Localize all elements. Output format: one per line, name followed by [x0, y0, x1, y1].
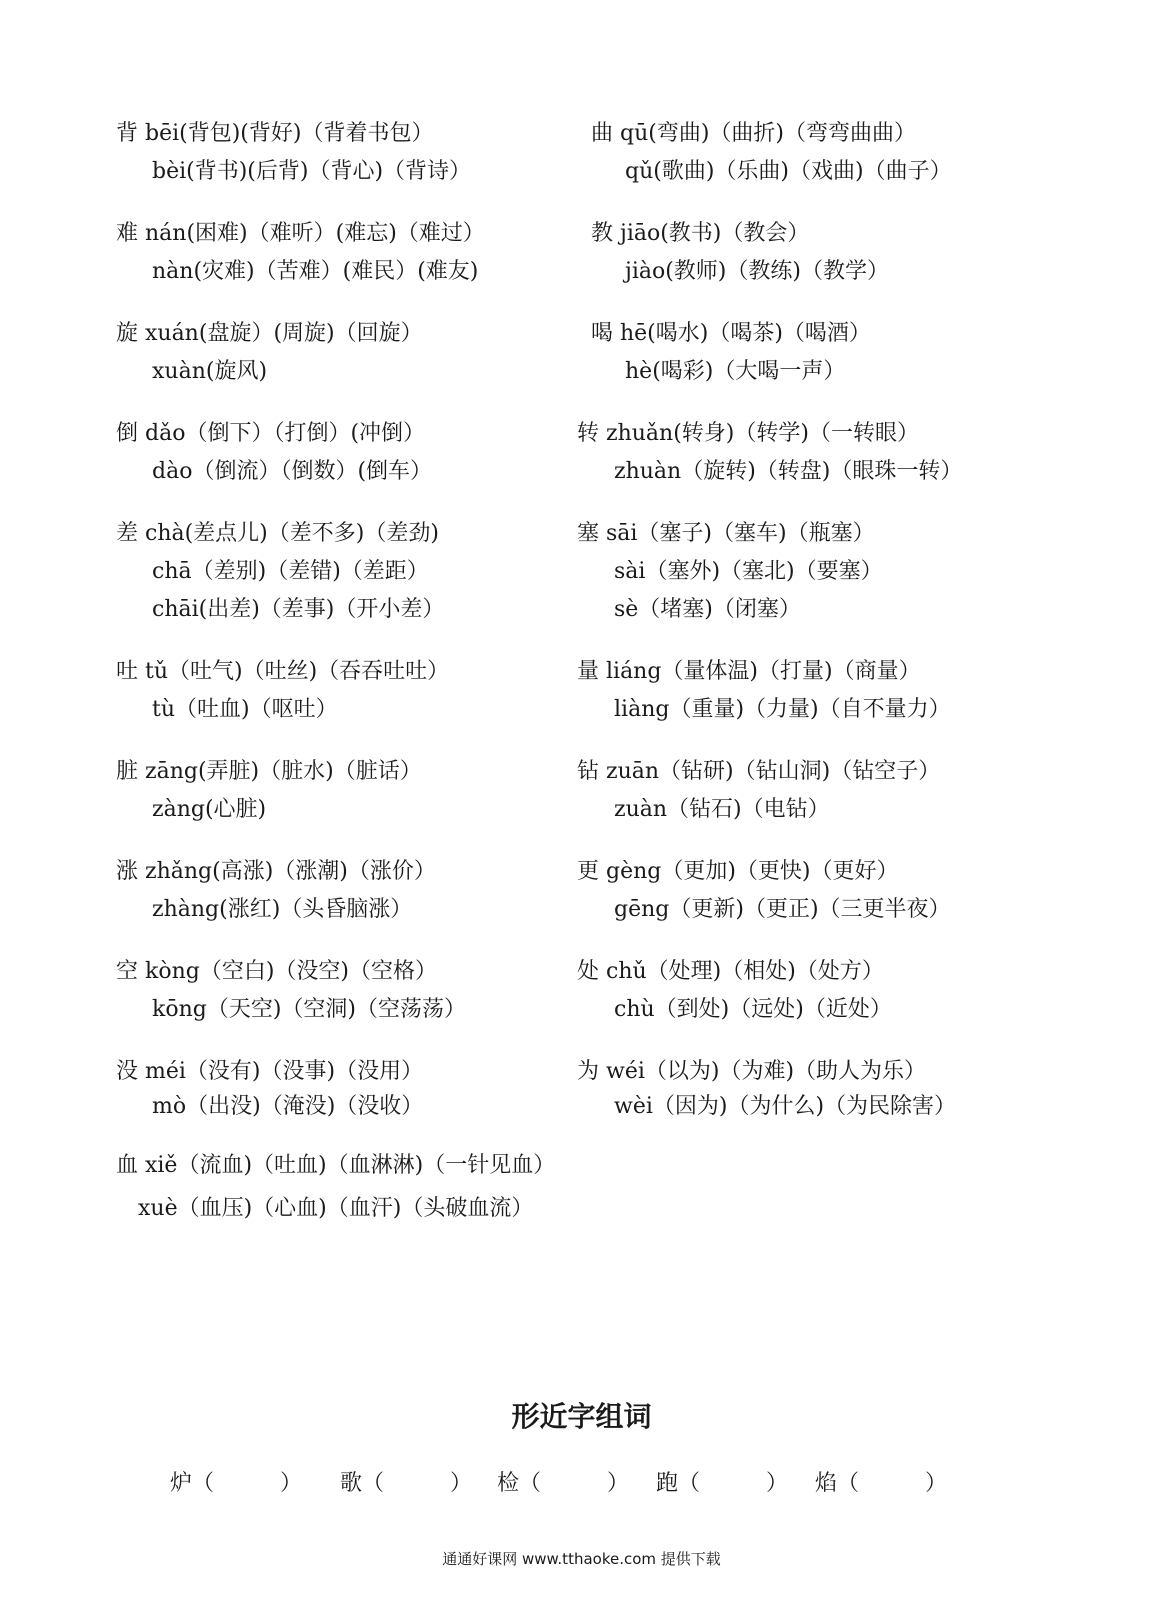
text-line: zàng(心脏)	[152, 797, 267, 822]
text-line: zhuàn（旋转)（转盘)（眼珠一转）	[614, 459, 963, 484]
text-line: 喝 hē(喝水)（喝茶)（喝酒）	[591, 321, 871, 346]
text-line: sài（塞外)（塞北)（要塞）	[614, 559, 883, 584]
text-line: chāi(出差)（差事)（开小差）	[152, 597, 445, 622]
text-line: dào（倒流）（倒数）(倒车）	[152, 459, 433, 484]
text-line: sè（堵塞)（闭塞）	[614, 597, 801, 622]
text-line: 吐 tǔ（吐气)（吐丝)（吞吞吐吐）	[116, 659, 450, 684]
text-line: mò（出没)（淹没)（没收）	[152, 1094, 424, 1119]
text-line: 塞 sāi（塞子)（塞车)（瓶塞）	[577, 521, 875, 546]
text-line: tù（吐血)（呕吐）	[152, 697, 338, 722]
text-line: jiào(教师)（教练)（教学）	[625, 259, 889, 284]
text-line: xuàn(旋风)	[152, 359, 268, 384]
text-line: 空 kòng（空白)（没空)（空格）	[116, 959, 437, 984]
text-line: 为 wéi（以为)（为难)（助人为乐）	[577, 1059, 927, 1084]
text-line: 差 chà(差点儿)（差不多)（差劲)	[116, 521, 439, 546]
text-line: liàng（重量)（力量)（自不量力）	[614, 697, 951, 722]
text-line: 倒 dǎo（倒下）（打倒）(冲倒）	[116, 421, 426, 446]
text-line: 更 gèng（更加)（更快)（更好）	[577, 859, 899, 884]
text-line: 处 chǔ（处理)（相处)（处方）	[577, 959, 884, 984]
text-line: 教 jiāo(教书)（教会）	[591, 221, 810, 246]
text-line: kōng（天空)（空洞)（空荡荡）	[152, 997, 466, 1022]
text-line: zhàng(涨红)（头昏脑涨）	[152, 897, 413, 922]
similar-char-blank[interactable]: 检（ ）	[497, 1471, 630, 1496]
text-line: xuè（血压)（心血)（血汗)（头破血流）	[138, 1196, 534, 1221]
text-line: chā（差别)（差错)（差距）	[152, 559, 429, 584]
text-line: hè(喝彩)（大喝一声）	[625, 359, 846, 384]
similar-char-blank[interactable]: 焰（ ）	[815, 1471, 948, 1496]
text-line: 钻 zuān（钻研)（钻山洞)（钻空子）	[577, 759, 941, 784]
text-line: bèi(背书)(后背)（背心)（背诗）	[152, 159, 472, 184]
similar-char-blank[interactable]: 炉（ ）	[170, 1471, 303, 1496]
section-title: 形近字组词	[511, 1400, 652, 1433]
text-line: 曲 qū(弯曲)（曲折)（弯弯曲曲）	[591, 121, 916, 146]
text-line: 血 xiě（流血)（吐血)（血淋淋)（一针见血）	[116, 1153, 556, 1178]
text-line: 难 nán(困难)（难听）(难忘)（难过）	[116, 221, 485, 246]
text-line: chù（到处)（远处)（近处）	[614, 997, 892, 1022]
text-line: gēng（更新)（更正)（三更半夜）	[614, 897, 951, 922]
text-line: 旋 xuán(盘旋）(周旋)（回旋）	[116, 321, 423, 346]
text-line: 背 bēi(背包)(背好)（背着书包）	[116, 121, 434, 146]
text-line: wèi（因为)（为什么)（为民除害）	[614, 1094, 957, 1119]
footer-credit: 通通好课网 www.tthaoke.com 提供下载	[442, 1550, 721, 1568]
text-line: 涨 zhǎng(高涨)（涨潮)（涨价）	[116, 859, 436, 884]
text-line: qǔ(歌曲)（乐曲)（戏曲)（曲子）	[625, 159, 952, 184]
text-line: nàn(灾难)（苦难）(难民）(难友)	[152, 259, 479, 284]
similar-char-blank[interactable]: 跑（ ）	[656, 1471, 789, 1496]
similar-char-blank[interactable]: 歌（ ）	[340, 1471, 473, 1496]
text-line: 转 zhuǎn(转身)（转学)（一转眼）	[577, 421, 919, 446]
text-line: zuàn（钻石)（电钻）	[614, 797, 830, 822]
text-line: 脏 zāng(弄脏)（脏水)（脏话）	[116, 759, 422, 784]
text-line: 量 liáng（量体温)（打量)（商量）	[577, 659, 921, 684]
text-line: 没 méi（没有)（没事)（没用）	[116, 1059, 424, 1084]
